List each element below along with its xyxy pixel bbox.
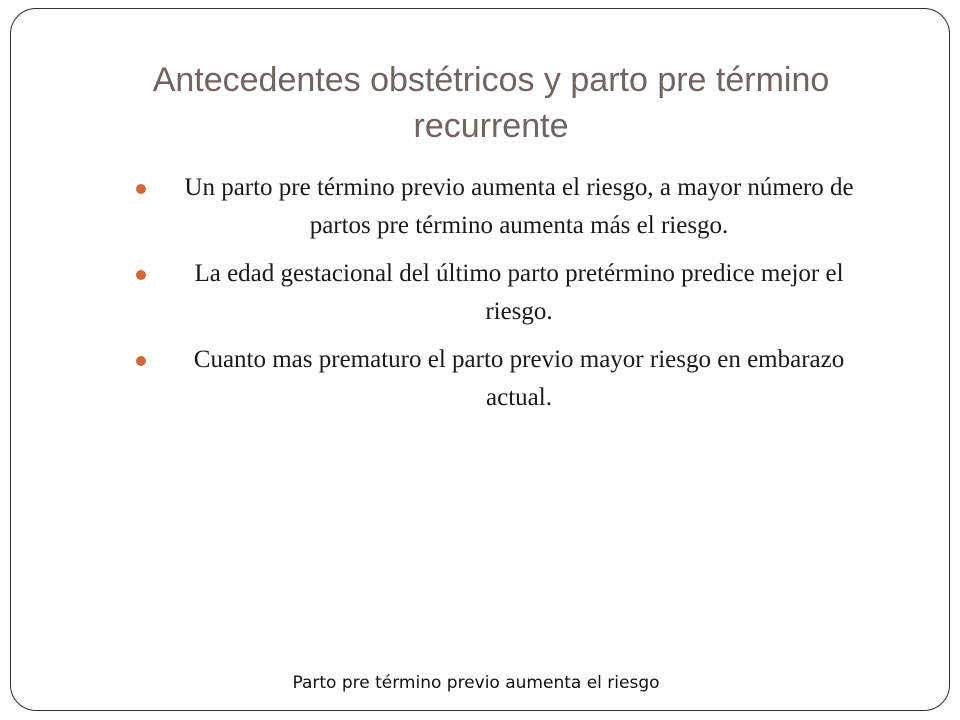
bullet-dot-icon xyxy=(136,270,146,280)
bullet-text: La edad gestacional del último parto pretérmino predice mejor el riesgo. xyxy=(194,260,844,325)
bullet-item xyxy=(136,169,876,245)
bullet-item xyxy=(136,341,876,417)
slide-title: Antecedentes obstétricos y parto pre término recurrente xyxy=(152,61,830,145)
slide-frame xyxy=(10,8,950,711)
bullet-dot-icon xyxy=(136,356,146,366)
bullet-dot-icon xyxy=(136,184,146,194)
bullet-list xyxy=(136,169,876,427)
bullet-item xyxy=(136,255,876,331)
bullet-text: Un parto pre término previo aumenta el riesgo, a mayor número de partos pre término aumenta más el riesgo. xyxy=(184,174,854,239)
slide-footer: Parto pre término previo aumenta el riesgo xyxy=(292,673,660,693)
bullet-text: Cuanto mas prematuro el parto previo mayor riesgo en embarazo actual. xyxy=(193,346,845,411)
